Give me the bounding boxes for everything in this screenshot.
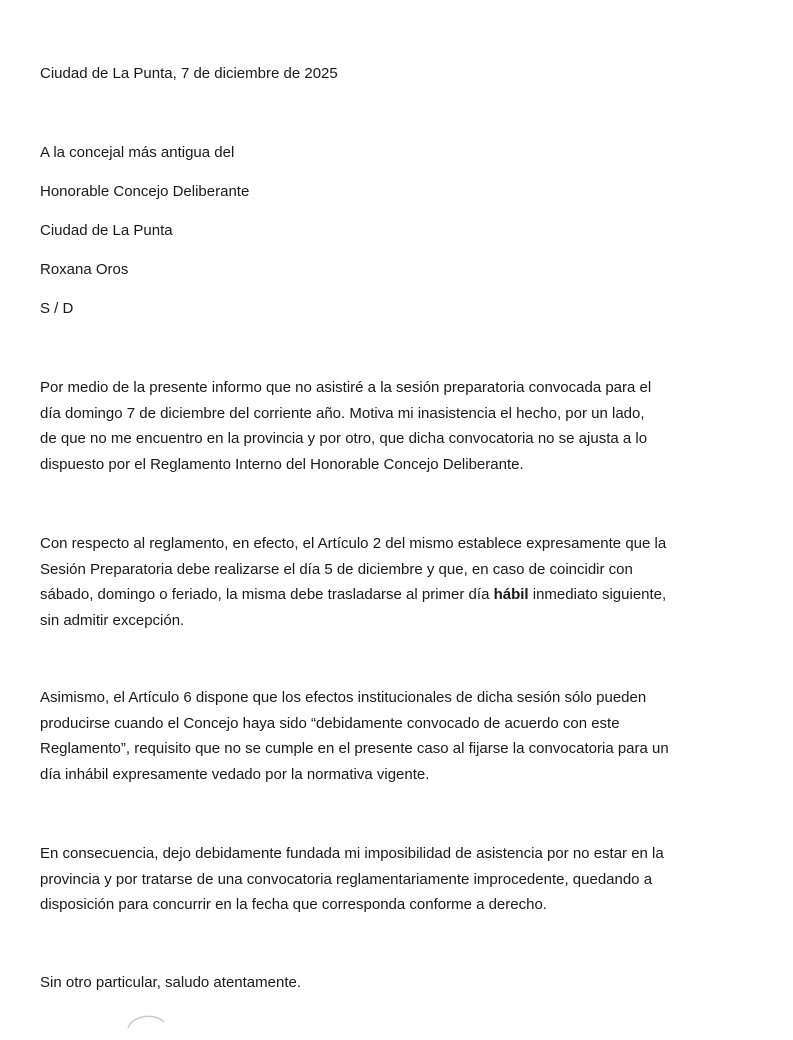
paragraph-text: inmediato siguiente, (528, 586, 667, 604)
paragraph-line: de que no me encuentro en la provincia y por otro, que dicha convocatoria no se ajusta a lo (40, 430, 648, 448)
paragraph-line: producirse cuando el Concejo haya sido “debidamente convocado de acuerdo con este (40, 714, 620, 732)
paragraph-line: día inhábil expresamente vedado por la normativa vigente. (40, 766, 430, 784)
paragraph-4 (40, 841, 785, 918)
paragraph-text: sábado, domingo o feriado, la misma debe trasladarse al primer día (40, 586, 494, 604)
paragraph-line: Sesión Preparatoria debe realizarse el día 5 de diciembre y que, en caso de coincidir con (40, 560, 633, 578)
paragraph-line: Asimismo, el Artículo 6 dispone que los efectos institucionales de dicha sesión sólo pueden (40, 689, 647, 706)
paragraph-line: En consecuencia, dejo debidamente fundada mi imposibilidad de asistencia por no estar en la (40, 845, 664, 862)
paragraph-line: Reglamento”, requisito que no se cumple en el presente caso al fijarse la convocatoria para un (40, 740, 669, 758)
paragraph-line: sin admitir excepción. (40, 612, 185, 630)
paragraph-2 (40, 531, 785, 634)
paragraph-1 (40, 375, 785, 478)
paragraph-line: Por medio de la presente informo que no asistiré a la sesión preparatoria convocada para el (40, 379, 652, 396)
paragraph-line: día domingo 7 de diciembre del corriente año. Motiva mi inasistencia el hecho, por un lado, (40, 404, 645, 422)
paragraph-line: disposición para concurrir en la fecha que corresponda conforme a derecho. (40, 896, 547, 914)
closing-line: Sin otro particular, saludo atentamente. (40, 974, 301, 991)
signature-stroke-icon (124, 1010, 168, 1040)
paragraph-line: Con respecto al reglamento, en efecto, el Artículo 2 del mismo establece expresamente que la (40, 535, 667, 552)
paragraph-line: dispuesto por el Reglamento Interno del Honorable Concejo Deliberante. (40, 456, 524, 474)
recipient-line: Honorable Concejo Deliberante (40, 183, 250, 200)
paragraph-line: provincia y por tratarse de una convocatoria reglamentariamente improcedente, quedando a (40, 870, 653, 888)
paragraph-line (40, 582, 785, 608)
recipient-line: Roxana Oros (40, 261, 129, 278)
recipient-line: A la concejal más antigua del (40, 144, 235, 161)
date-line: Ciudad de La Punta, 7 de diciembre de 2025 (40, 65, 338, 82)
recipient-line: Ciudad de La Punta (40, 222, 173, 239)
bold-word: hábil (493, 586, 529, 604)
paragraph-3 (40, 685, 785, 788)
recipient-line: S / D (40, 300, 74, 317)
